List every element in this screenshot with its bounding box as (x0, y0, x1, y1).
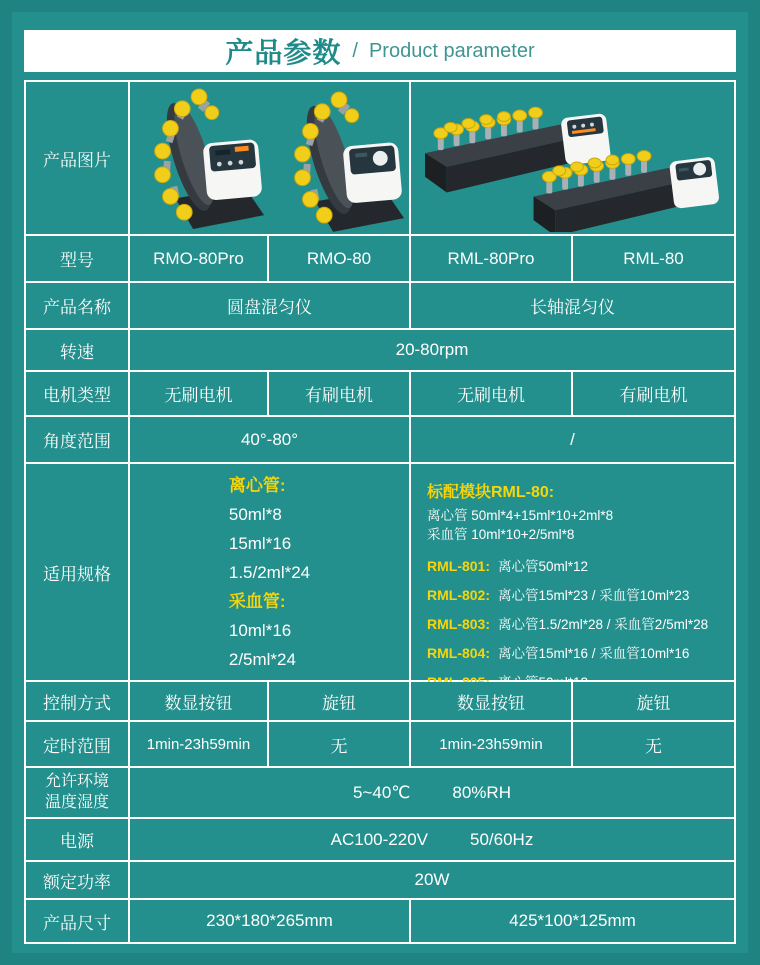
environment-label-line1: 允许环境 (44, 773, 109, 791)
row-label-motor-type: 电机类型 (26, 372, 128, 415)
module-code: RML-802: (427, 587, 491, 603)
environment-humidity: 80%RH (452, 782, 511, 802)
product-parameter-table (24, 80, 736, 944)
row-label-angle-range: 角度范围 (26, 417, 128, 462)
row-motor-type (26, 372, 734, 415)
row-control-method (26, 682, 734, 720)
environment-label-line2: 温度湿度 (44, 793, 109, 811)
model-rml-80: RML-80 (573, 236, 734, 281)
motor-type-3: 无刷电机 (411, 372, 571, 415)
row-label-timer-range: 定时范围 (26, 722, 128, 766)
row-environment (26, 768, 734, 817)
specs-standard-module-title: 标配模块RML-80: (427, 484, 555, 501)
power-supply-value (130, 819, 734, 860)
row-label-product-image: 产品图片 (26, 82, 128, 234)
product-size-long-axis: 425*100*125mm (411, 900, 734, 942)
specs-module-list (427, 555, 708, 691)
control-method-1: 数显按钮 (130, 682, 267, 720)
row-label-model: 型号 (26, 236, 128, 281)
timer-range-4: 无 (573, 722, 734, 766)
module-line (427, 555, 708, 575)
timer-range-2: 无 (269, 722, 409, 766)
spec-group-title: 采血管: (228, 591, 286, 611)
control-method-4: 旋钮 (573, 682, 734, 720)
model-rml-80pro: RML-80Pro (411, 236, 571, 281)
spec-item: 50ml*8 (228, 504, 282, 524)
row-label-speed: 转速 (26, 330, 128, 370)
timer-range-1: 1min-23h59min (130, 722, 267, 766)
specs-disc-list (229, 471, 310, 674)
row-model (26, 236, 734, 281)
row-timer-range (26, 722, 734, 766)
title-separator: / (352, 39, 358, 62)
environment-temperature: 5~40℃ (353, 782, 411, 802)
product-name-long-axis: 长轴混匀仪 (411, 283, 734, 328)
row-product-name (26, 283, 734, 328)
module-code: RML-804: (427, 645, 491, 661)
row-speed (26, 330, 734, 370)
control-method-2: 旋钮 (269, 682, 409, 720)
row-label-power-supply: 电源 (26, 819, 128, 860)
row-rated-power (26, 862, 734, 898)
motor-type-4: 有刷电机 (573, 372, 734, 415)
spec-group-title: 离心管: (228, 475, 286, 495)
spec-line: 采血管 10ml*10+2/5ml*8 (427, 527, 575, 542)
row-label-product-size: 产品尺寸 (26, 900, 128, 942)
timer-range-3: 1min-23h59min (411, 722, 571, 766)
rated-power-value: 20W (130, 862, 734, 898)
module-code: RML-803: (427, 616, 491, 632)
motor-type-2: 有刷电机 (269, 372, 409, 415)
disc-mixer-product-image (132, 84, 408, 232)
row-label-product-name: 产品名称 (26, 283, 128, 328)
row-label-control-method: 控制方式 (26, 682, 128, 720)
power-frequency: 50/60Hz (470, 829, 534, 849)
product-name-disc: 圆盘混匀仪 (130, 283, 409, 328)
row-label-applicable-specs: 适用规格 (26, 464, 128, 680)
angle-range-long-axis: / (411, 417, 734, 462)
row-power-supply (26, 819, 734, 860)
model-rmo-80pro: RMO-80Pro (130, 236, 267, 281)
spec-item: 10ml*16 (228, 620, 292, 640)
control-method-3: 数显按钮 (411, 682, 571, 720)
spec-item: 1.5/2ml*24 (228, 562, 311, 582)
module-desc: 离心管15ml*23 / 采血管10ml*23 (498, 588, 690, 603)
environment-value (130, 768, 734, 817)
model-rmo-80: RMO-80 (269, 236, 409, 281)
module-line (427, 584, 708, 604)
page-subtitle: Product parameter (368, 39, 535, 62)
specs-disc-cell (130, 464, 409, 680)
disc-mixer-image-cell (130, 82, 409, 234)
row-product-size (26, 900, 734, 942)
long-axis-mixer-image-cell (411, 82, 734, 234)
spec-item: 15ml*16 (228, 533, 292, 553)
module-line (427, 642, 708, 662)
long-axis-mixer-product-image (414, 84, 732, 232)
product-size-disc: 230*180*265mm (130, 900, 409, 942)
row-applicable-specs (26, 464, 734, 680)
section-header (24, 30, 736, 72)
speed-value: 20-80rpm (130, 330, 734, 370)
motor-type-1: 无刷电机 (130, 372, 267, 415)
angle-range-disc: 40°-80° (130, 417, 409, 462)
module-desc: 离心管15ml*16 / 采血管10ml*16 (498, 646, 690, 661)
power-voltage: AC100-220V (330, 829, 428, 849)
module-desc: 离心管50ml*12 (498, 559, 589, 574)
row-label-rated-power: 额定功率 (26, 862, 128, 898)
module-desc: 离心管1.5/2ml*28 / 采血管2/5ml*28 (498, 617, 709, 632)
row-angle-range (26, 417, 734, 462)
spec-line: 离心管 50ml*4+15ml*10+2ml*8 (427, 508, 614, 523)
module-line (427, 613, 708, 633)
specs-long-axis-cell (411, 464, 734, 680)
module-code: RML-801: (427, 558, 491, 574)
row-product-image (26, 82, 734, 234)
spec-item: 2/5ml*24 (228, 649, 296, 669)
row-label-environment (26, 768, 128, 817)
page-title: 产品参数 (225, 37, 342, 68)
